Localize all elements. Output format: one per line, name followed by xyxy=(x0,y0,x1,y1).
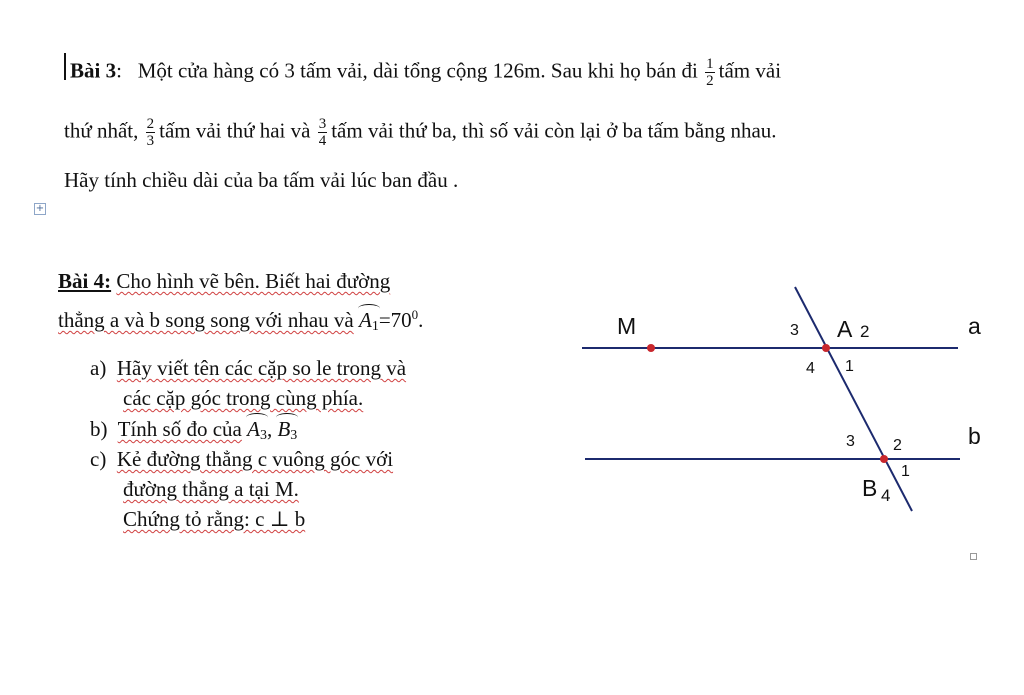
A-angle-4: 4 xyxy=(806,360,815,377)
label-b: b xyxy=(968,423,981,449)
label-B: B xyxy=(862,475,878,501)
A-angle-2: 2 xyxy=(860,322,870,341)
bai3-label: Bài 3 xyxy=(70,58,117,83)
fraction-numerator: 1 xyxy=(706,56,714,72)
A-angle-3: 3 xyxy=(790,322,799,339)
resize-handle-icon[interactable] xyxy=(970,553,977,560)
B-angle-3: 3 xyxy=(846,433,855,450)
part-b-marker: b) xyxy=(90,417,108,441)
angle-subscript: 3 xyxy=(259,428,267,443)
angle-letter: A xyxy=(247,417,260,441)
fraction-denominator: 3 xyxy=(146,133,155,149)
part-a-marker: a) xyxy=(90,356,107,380)
part-a-line2: các cặp góc trong cùng phía. xyxy=(123,386,364,410)
angle-subscript: 1 xyxy=(371,319,379,334)
bai3-line1-text: Một cửa hàng có 3 tấm vải, dài tổng cộng 126m. Sau khi họ bán đi xyxy=(137,58,698,83)
angle-subscript: 3 xyxy=(290,428,298,443)
label-M: M xyxy=(617,313,637,339)
part-a-line1: Hãy viết tên các cặp so le trong và xyxy=(116,356,407,380)
point-B xyxy=(880,455,888,463)
bai3-line-3: Hãy tính chiều dài của ba tấm vải lúc ban đầu . xyxy=(64,168,459,192)
bai4-label: Bài 4: xyxy=(58,269,112,293)
A-angle-1: 1 xyxy=(845,358,854,375)
fraction-denominator: 4 xyxy=(318,133,327,149)
part-c-line1: Kẻ đường thẳng c vuông góc với xyxy=(116,447,394,471)
B-angle-1: 1 xyxy=(901,463,910,480)
part-c-marker: c) xyxy=(90,447,107,471)
angle-letter: B xyxy=(277,417,291,441)
part-b-text: Tính số đo của xyxy=(117,417,242,441)
bai4-intro2-text: thẳng a và b song song với nhau và xyxy=(58,308,354,332)
part-c-line2: đường thẳng a tại M. xyxy=(123,477,299,501)
B-angle-2: 2 xyxy=(893,437,902,454)
label-A: A xyxy=(837,316,853,342)
point-A xyxy=(822,344,830,352)
fraction-numerator: 2 xyxy=(146,116,155,132)
bai3-line2-end: tấm vải thứ ba, thì số vải còn lại ở ba tấm bằng nhau. xyxy=(331,118,777,143)
bai3-line1-end: tấm vải xyxy=(718,58,782,83)
period: . xyxy=(418,308,424,332)
point-M xyxy=(647,344,655,352)
B-angle-4: 4 xyxy=(881,486,891,505)
degree-superscript: 0 xyxy=(411,307,419,322)
angle-separator: , xyxy=(266,417,273,441)
bai4-intro1-text: Cho hình vẽ bên. Biết hai đường xyxy=(116,269,391,293)
bai3-line2-mid: tấm vải thứ hai và xyxy=(159,118,311,143)
move-handle-icon[interactable]: + xyxy=(35,203,45,214)
part-c-line3: Chứng tỏ rằng: c ⊥ b xyxy=(123,507,306,531)
bai3-line-1: Bài 3: Một cửa hàng có 3 tấm vải, dài tổng cộng 126m. Sau khi họ bán đi $\frac{1}{2}$ tấm vải xyxy=(70,56,782,89)
angle-equals: =70 xyxy=(378,308,412,332)
bai3-line2-start: thứ nhất, xyxy=(64,118,139,143)
label-a: a xyxy=(968,313,981,339)
angle-letter: A xyxy=(358,308,372,332)
fraction-numerator: 3 xyxy=(318,116,327,132)
fraction-denominator: 2 xyxy=(706,73,714,89)
transversal-line xyxy=(795,287,912,511)
